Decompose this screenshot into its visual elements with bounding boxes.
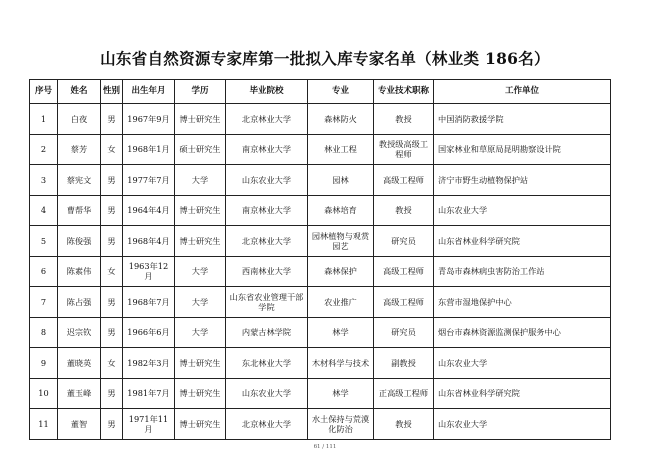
employer-cell: 山东农业大学 [434, 409, 611, 440]
column-header-title: 专业技术职称 [374, 80, 434, 104]
school-cell: 南京林业大学 [226, 195, 308, 226]
table-row [30, 378, 611, 409]
major-cell: 水土保持与荒漠化防治 [308, 409, 374, 440]
gender-cell: 男 [101, 409, 123, 440]
employer-cell: 济宁市野生动植物保护站 [434, 165, 611, 196]
employer-cell: 山东省林业科学研究院 [434, 226, 611, 257]
name-cell: 董智 [58, 409, 101, 440]
title-cell: 研究员 [374, 226, 434, 257]
employer-cell: 烟台市森林资源监测保护服务中心 [434, 317, 611, 348]
employer-cell: 东营市湿地保护中心 [434, 287, 611, 318]
column-header-index: 序号 [30, 80, 58, 104]
title-cell: 副教授 [374, 348, 434, 379]
name-cell: 陈素伟 [58, 256, 101, 287]
name-cell: 陈占强 [58, 287, 101, 318]
name-cell: 迟宗钦 [58, 317, 101, 348]
name-cell: 董晓英 [58, 348, 101, 379]
major-cell: 森林培育 [308, 195, 374, 226]
index-cell: 1 [30, 104, 58, 135]
index-cell: 5 [30, 226, 58, 257]
gender-cell: 女 [101, 348, 123, 379]
education-cell: 博士研究生 [175, 348, 226, 379]
employer-cell: 山东省林业科学研究院 [434, 378, 611, 409]
major-cell: 林学 [308, 378, 374, 409]
column-header-school: 毕业院校 [226, 80, 308, 104]
table-row [30, 104, 611, 135]
birth-cell: 1968年1月 [123, 134, 175, 165]
name-cell: 蔡芳 [58, 134, 101, 165]
index-cell: 10 [30, 378, 58, 409]
table-row [30, 409, 611, 440]
gender-cell: 男 [101, 226, 123, 257]
major-cell: 林业工程 [308, 134, 374, 165]
employer-cell: 山东农业大学 [434, 195, 611, 226]
index-cell: 4 [30, 195, 58, 226]
column-header-education: 学历 [175, 80, 226, 104]
index-cell: 6 [30, 256, 58, 287]
major-cell: 木材科学与技术 [308, 348, 374, 379]
birth-cell: 1963年12月 [123, 256, 175, 287]
document-title: 山东省自然资源专家库第一批拟入库专家名单（林业类 186名） [100, 49, 550, 68]
column-header-name: 姓名 [58, 80, 101, 104]
gender-cell: 男 [101, 104, 123, 135]
title-cell: 研究员 [374, 317, 434, 348]
education-cell: 博士研究生 [175, 226, 226, 257]
education-cell: 大学 [175, 256, 226, 287]
expert-roster-table [29, 79, 611, 440]
table-row [30, 256, 611, 287]
education-cell: 博士研究生 [175, 104, 226, 135]
birth-cell: 1968年4月 [123, 226, 175, 257]
birth-cell: 1968年7月 [123, 287, 175, 318]
name-cell: 董玉峰 [58, 378, 101, 409]
school-cell: 山东省农业管理干部学院 [226, 287, 308, 318]
education-cell: 大学 [175, 287, 226, 318]
index-cell: 7 [30, 287, 58, 318]
index-cell: 11 [30, 409, 58, 440]
title-cell: 高级工程师 [374, 287, 434, 318]
title-cell: 教授 [374, 104, 434, 135]
table-row [30, 134, 611, 165]
gender-cell: 男 [101, 317, 123, 348]
major-cell: 农业推广 [308, 287, 374, 318]
title-cell: 正高级工程师 [374, 378, 434, 409]
major-cell: 园林 [308, 165, 374, 196]
table-row [30, 287, 611, 318]
name-cell: 白夜 [58, 104, 101, 135]
title-cell: 教授 [374, 195, 434, 226]
title-cell: 教授级高级工程师 [374, 134, 434, 165]
gender-cell: 男 [101, 378, 123, 409]
index-cell: 2 [30, 134, 58, 165]
index-cell: 3 [30, 165, 58, 196]
school-cell: 山东农业大学 [226, 165, 308, 196]
name-cell: 蔡宪文 [58, 165, 101, 196]
education-cell: 硕士研究生 [175, 134, 226, 165]
school-cell: 内蒙古林学院 [226, 317, 308, 348]
employer-cell: 青岛市森林病虫害防治工作站 [434, 256, 611, 287]
school-cell: 北京林业大学 [226, 226, 308, 257]
education-cell: 大学 [175, 165, 226, 196]
employer-cell: 国家林业和草原局昆明勘察设计院 [434, 134, 611, 165]
birth-cell: 1977年7月 [123, 165, 175, 196]
birth-cell: 1982年3月 [123, 348, 175, 379]
table-row [30, 195, 611, 226]
major-cell: 林学 [308, 317, 374, 348]
index-cell: 9 [30, 348, 58, 379]
school-cell: 北京林业大学 [226, 104, 308, 135]
gender-cell: 男 [101, 195, 123, 226]
table-row [30, 317, 611, 348]
column-header-employer: 工作单位 [434, 80, 611, 104]
gender-cell: 女 [101, 256, 123, 287]
school-cell: 西南林业大学 [226, 256, 308, 287]
gender-cell: 男 [101, 287, 123, 318]
column-header-gender: 性别 [101, 80, 123, 104]
major-cell: 森林保护 [308, 256, 374, 287]
title-cell: 高级工程师 [374, 256, 434, 287]
title-cell: 教授 [374, 409, 434, 440]
column-header-major: 专业 [308, 80, 374, 104]
table-row [30, 348, 611, 379]
major-cell: 森林防火 [308, 104, 374, 135]
school-cell: 东北林业大学 [226, 348, 308, 379]
school-cell: 南京林业大学 [226, 134, 308, 165]
education-cell: 博士研究生 [175, 195, 226, 226]
education-cell: 博士研究生 [175, 409, 226, 440]
table-row [30, 226, 611, 257]
page-number: 61 / 111 [313, 444, 337, 450]
school-cell: 山东农业大学 [226, 378, 308, 409]
employer-cell: 山东农业大学 [434, 348, 611, 379]
gender-cell: 女 [101, 134, 123, 165]
birth-cell: 1967年9月 [123, 104, 175, 135]
index-cell: 8 [30, 317, 58, 348]
birth-cell: 1971年11月 [123, 409, 175, 440]
birth-cell: 1964年4月 [123, 195, 175, 226]
employer-cell: 中国消防救援学院 [434, 104, 611, 135]
title-cell: 高级工程师 [374, 165, 434, 196]
gender-cell: 男 [101, 165, 123, 196]
school-cell: 北京林业大学 [226, 409, 308, 440]
name-cell: 陈俊强 [58, 226, 101, 257]
education-cell: 大学 [175, 317, 226, 348]
birth-cell: 1966年6月 [123, 317, 175, 348]
birth-cell: 1981年7月 [123, 378, 175, 409]
major-cell: 园林植物与观赏园艺 [308, 226, 374, 257]
name-cell: 曹帮华 [58, 195, 101, 226]
education-cell: 博士研究生 [175, 378, 226, 409]
table-row [30, 165, 611, 196]
table-header-row [30, 80, 611, 104]
column-header-birth: 出生年月 [123, 80, 175, 104]
